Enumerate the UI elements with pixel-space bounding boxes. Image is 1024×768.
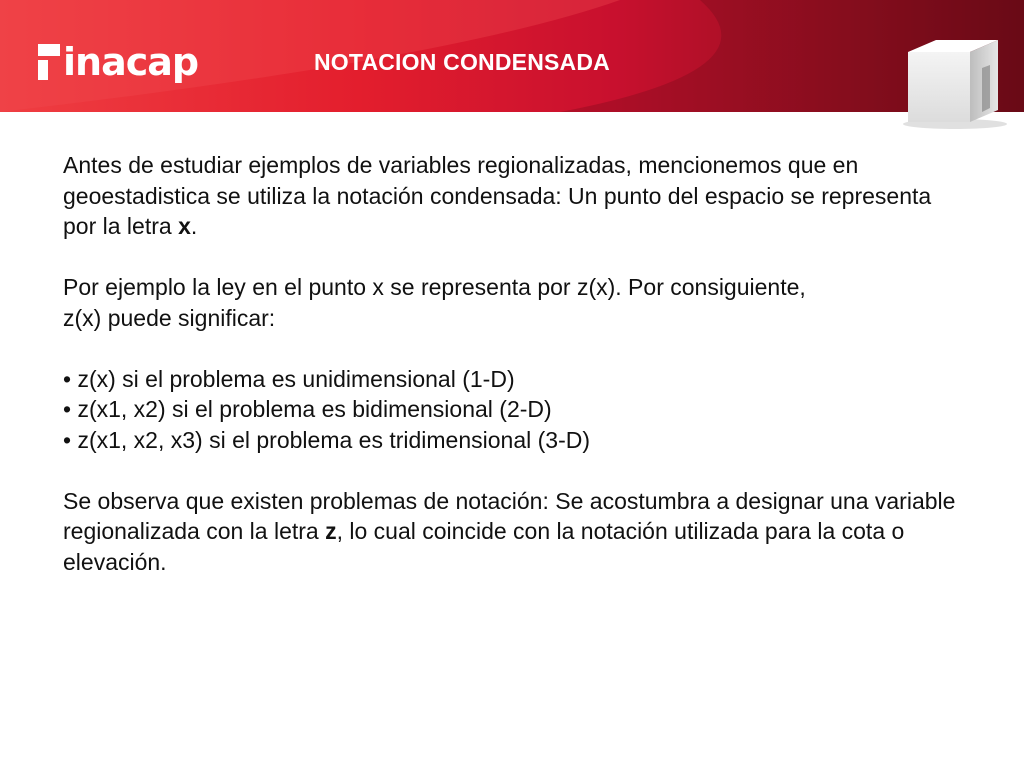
logo-mark-icon bbox=[38, 44, 60, 80]
paragraph-notation-problem: Se observa que existen problemas de notación: Se acostumbra a designar una variable regionalizada con la letra z, lo cual coincide con la notación utilizada para la cota o elevación. bbox=[63, 487, 956, 575]
paragraph-intro: Antes de estudiar ejemplos de variables regionalizadas, mencionemos que en geoestadistica se utiliza la notación condensada: Un punto del espacio se representa por la letra x. bbox=[63, 152, 932, 239]
logo-text: inacap bbox=[63, 40, 199, 84]
inacap-logo bbox=[38, 40, 198, 84]
list-item: • z(x) si el problema es unidimensional (1-D) bbox=[63, 365, 515, 392]
bold-x: x bbox=[178, 213, 191, 239]
list-item: • z(x1, x2) si el problema es bidimensional (2-D) bbox=[63, 396, 552, 422]
paragraph-example: Por ejemplo la ley en el punto x se representa por z(x). Por consiguiente, z(x) puede significar: bbox=[63, 274, 806, 331]
bullet-list bbox=[63, 364, 963, 456]
cube-icon bbox=[900, 30, 1010, 130]
list-item: • z(x1, x2, x3) si el problema es tridimensional (3-D) bbox=[63, 426, 591, 453]
bold-z: z bbox=[325, 518, 337, 544]
slide-title: NOTACION CONDENSADA bbox=[314, 49, 610, 75]
header-banner bbox=[0, 0, 1024, 112]
slide-body bbox=[63, 150, 963, 577]
